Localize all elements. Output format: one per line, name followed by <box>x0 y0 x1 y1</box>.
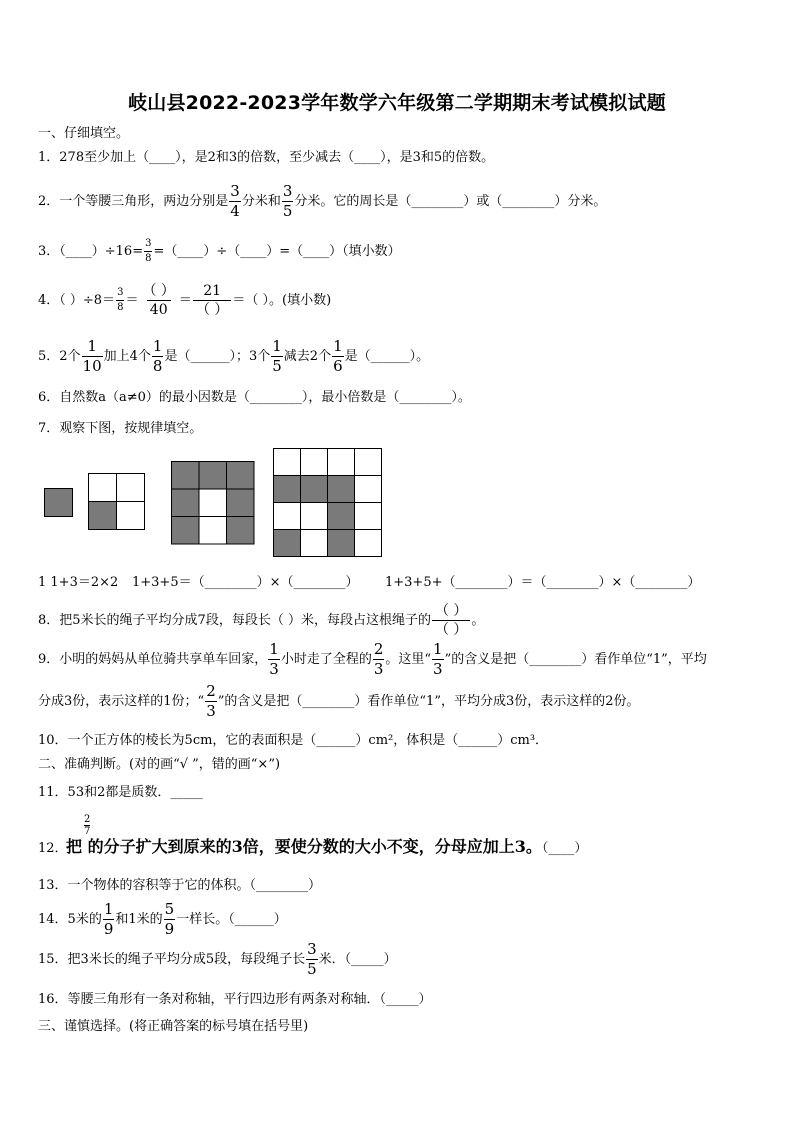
section-1-heading: 一、仔细填空。 <box>38 126 130 141</box>
q14-text: 14．5米的 <box>38 912 102 927</box>
question-6: 6．自然数a（a≠0）的最小因数是（________），最小倍数是（________）。 <box>38 390 471 405</box>
grid-cell <box>227 462 255 490</box>
q4-text: 4．（ ）÷8＝ <box>38 293 116 308</box>
q5-f4-numerator: 1 <box>333 337 343 355</box>
question-5 <box>38 339 429 374</box>
q8-numerator: （ ） <box>434 603 468 619</box>
q14-text: 和1米的 <box>115 912 163 927</box>
q2-f1-denominator: 4 <box>230 202 240 220</box>
question-11: 11．53和2都是质数．_____ <box>38 785 203 800</box>
grid-cell <box>301 449 328 476</box>
q15-numerator: 3 <box>307 940 317 958</box>
pattern-figure-2 <box>88 473 146 531</box>
grid-cell <box>274 503 301 530</box>
q4-f2-numerator: （ ） <box>142 283 175 299</box>
grid-cell <box>328 503 355 530</box>
question-9-line-2 <box>38 684 640 719</box>
question-1: 1．278至少加上（____），是2和3的倍数，至少减去（____），是3和5的倍数。 <box>38 150 495 165</box>
q15-text: 15．把3米长的绳子平均分成5段，每段绳子长 <box>38 952 306 967</box>
q3-numerator: 3 <box>145 238 152 249</box>
q2-text: 分米。它的周长是（________）或（________）分米。 <box>294 194 607 209</box>
q5-text: 加上4个 <box>103 349 151 364</box>
q9-fraction-4 <box>205 684 217 719</box>
q3-text: 3．（____）÷16= <box>38 244 144 259</box>
q5-f1-denominator: 10 <box>82 357 102 375</box>
grid-cell <box>199 462 227 490</box>
q9-fraction-3 <box>432 642 444 677</box>
pattern-figure-3 <box>171 461 255 545</box>
q2-fraction-1 <box>229 184 241 219</box>
q14-f2-numerator: 5 <box>164 900 175 918</box>
q2-f2-denominator: 5 <box>282 202 293 220</box>
q4-text: ＝（ ）。(填小数) <box>232 293 332 308</box>
q9-fraction-1 <box>268 642 280 677</box>
question-13: 13．一个物体的容积等于它的体积。（________） <box>38 878 322 893</box>
q4-f1-numerator: 3 <box>117 287 124 298</box>
q9-f4-numerator: 2 <box>206 682 216 700</box>
q5-text: 5．2个 <box>38 349 81 364</box>
grid-cell <box>172 462 200 490</box>
question-7: 7．观察下图，按规律填空。 <box>38 421 203 436</box>
q9-f4-denominator: 3 <box>206 702 216 720</box>
q9-f2-numerator: 2 <box>373 640 384 658</box>
grid-cell <box>328 530 355 557</box>
q5-f3-denominator: 5 <box>272 357 282 375</box>
q4-f1-denominator: 8 <box>117 302 124 313</box>
q5-fraction-3 <box>271 339 283 374</box>
pattern-figure-1 <box>44 488 74 518</box>
q8-text: 。 <box>471 613 485 628</box>
q9-f1-denominator: 3 <box>269 660 279 678</box>
q4-fraction-2 <box>139 284 177 317</box>
q7-formula-2: 1+3+5＝（________）×（________） <box>132 575 359 590</box>
q5-text: 是（______）。 <box>344 349 430 364</box>
question-8 <box>38 604 484 637</box>
grid-cell <box>89 502 117 530</box>
q3-fraction <box>144 239 152 264</box>
grid-cell <box>227 489 255 517</box>
question-4 <box>38 284 331 317</box>
section-3-heading: 三、谨慎选择。(将正确答案的标号填在括号里) <box>38 1019 309 1034</box>
question-16: 16．等腰三角形有一条对称轴，平行四边形有两条对称轴．（_____） <box>38 992 432 1007</box>
grid-cell <box>117 502 145 530</box>
question-14 <box>38 902 287 937</box>
q14-fraction-2 <box>164 902 176 937</box>
q3-text: =（____）÷（____）=（____）（填小数） <box>153 244 401 259</box>
q7-formula-3: 1+3+5+（________）＝（________）×（________） <box>385 575 701 590</box>
grid-cell <box>227 517 255 545</box>
grid-cell <box>328 449 355 476</box>
q9-f2-denominator: 3 <box>373 660 384 678</box>
grid-cell <box>328 476 355 503</box>
grid-cell <box>199 517 227 545</box>
question-12 <box>66 834 587 857</box>
q15-text: 米．（_____） <box>318 952 397 967</box>
q2-text: 分米和 <box>241 194 281 209</box>
q14-f1-denominator: 9 <box>103 920 114 938</box>
grid-cell <box>117 474 145 502</box>
grid-cell <box>301 503 328 530</box>
grid-cell <box>301 530 328 557</box>
q2-text: 2．一个等腰三角形，两边分别是 <box>38 194 229 209</box>
grid-cell <box>355 503 382 530</box>
q9-text: ”的含义是把（________）看作单位“1”，平均分成3份，表示这样的2份。 <box>217 694 640 709</box>
q14-text: 一样长。（______） <box>176 912 287 927</box>
q2-f1-numerator: 3 <box>230 182 240 200</box>
q9-fraction-2 <box>373 642 385 677</box>
q9-f1-numerator: 1 <box>269 640 279 658</box>
q8-denominator: （ ） <box>432 620 470 637</box>
q8-fraction <box>432 604 470 637</box>
q5-text: 是（______）；3个 <box>164 349 271 364</box>
q5-fraction-2 <box>152 339 164 374</box>
q9-f3-denominator: 3 <box>433 660 443 678</box>
q7-formula-1: 1 1+3＝2×2 <box>38 575 119 590</box>
q12-number: 12． <box>38 841 68 856</box>
q12-text: 把 的分子扩大到原来的3倍，要使分数的大小不变，分母应加上3。 <box>66 837 542 856</box>
q12-denominator: 7 <box>84 826 91 837</box>
q5-fraction-4 <box>332 339 344 374</box>
question-15 <box>38 942 397 977</box>
q4-f2-denominator: 40 <box>147 300 171 317</box>
question-2 <box>38 184 606 219</box>
grid-cell <box>274 476 301 503</box>
section-2-heading: 二、准确判断。(对的画“√ ”，错的画“×”) <box>38 757 281 772</box>
q12-blank: （____） <box>541 841 588 856</box>
q12-numerator: 2 <box>84 814 91 825</box>
q5-f4-denominator: 6 <box>333 357 343 375</box>
q2-fraction-2 <box>282 184 294 219</box>
q5-f3-numerator: 1 <box>272 337 282 355</box>
page-title: 岐山县2022-2023学年数学六年级第二学期期末考试模拟试题 <box>128 92 666 114</box>
grid-cell <box>199 489 227 517</box>
q9-text: 小时走了全程的 <box>280 652 372 667</box>
grid-cell <box>301 476 328 503</box>
q2-f2-numerator: 3 <box>282 182 293 200</box>
q4-f3-denominator: （ ） <box>193 300 231 317</box>
q5-f1-numerator: 1 <box>87 337 97 355</box>
grid-cell <box>172 517 200 545</box>
grid-cell <box>274 530 301 557</box>
q9-text: 9．小明的妈妈从单位骑共享单车回家， <box>38 652 268 667</box>
grid-cell <box>172 489 200 517</box>
q4-fraction-3 <box>193 284 231 317</box>
q15-denominator: 5 <box>307 960 317 978</box>
q5-f2-denominator: 8 <box>152 357 163 375</box>
q4-equals: ＝ <box>125 293 139 308</box>
q5-fraction-1 <box>82 339 103 374</box>
q5-f2-numerator: 1 <box>152 337 163 355</box>
grid-cell <box>89 474 117 502</box>
question-10: 10．一个正方体的棱长为5cm，它的表面积是（______）cm²，体积是（______）cm³． <box>38 733 549 748</box>
q14-f2-denominator: 9 <box>164 920 175 938</box>
q4-f3-numerator: 21 <box>203 283 222 299</box>
grid-cell <box>355 476 382 503</box>
q4-fraction-1 <box>116 288 124 313</box>
question-9-line-1 <box>38 642 707 677</box>
q9-text: 。这里“ <box>385 652 432 667</box>
q9-f3-numerator: 1 <box>433 640 443 658</box>
q14-f1-numerator: 1 <box>103 900 114 918</box>
q4-equals: ＝ <box>178 293 192 308</box>
grid-cell <box>274 449 301 476</box>
q3-denominator: 8 <box>145 253 152 264</box>
pattern-figure-4 <box>273 448 383 558</box>
q8-text: 8．把5米长的绳子平均分成7段，每段长（ ）米，每段占这根绳子的 <box>38 613 431 628</box>
q5-text: 减去2个 <box>283 349 332 364</box>
question-3 <box>38 239 401 264</box>
grid-cell <box>355 449 382 476</box>
grid-cell <box>45 489 73 517</box>
q15-fraction <box>306 942 318 977</box>
grid-cell <box>355 530 382 557</box>
q14-fraction-1 <box>103 902 115 937</box>
q9-text: 分成3份，表示这样的1份；“ <box>38 694 205 709</box>
q9-text: ”的含义是把（________）看作单位“1”，平均 <box>444 652 707 667</box>
